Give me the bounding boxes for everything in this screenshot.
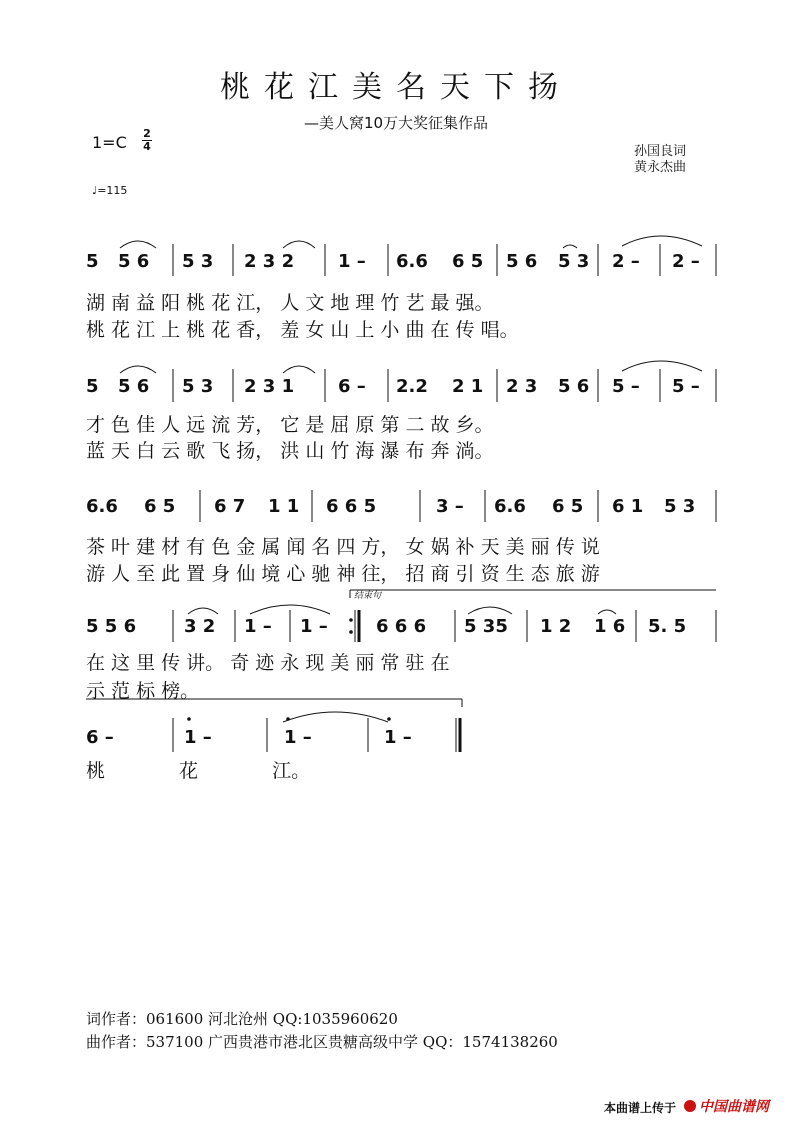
notes-s4-m5: 6 6 6 <box>376 616 427 637</box>
lyricist-contact: 词作者：061600 河北沧州 QQ:1035960620 <box>86 1010 398 1028</box>
site-name: 中国曲谱网 <box>699 1099 769 1115</box>
notes-s2-m3: 5 3 <box>182 376 214 397</box>
notes-s1-m6: 6.6 <box>396 251 428 272</box>
notes-s1-m4: 2 3 2 <box>244 251 295 272</box>
notes-s5-m1: 6 – <box>86 727 114 748</box>
notes-s4-m6: 5 35 <box>464 616 508 637</box>
notes-s3-m2: 6 5 <box>144 496 176 517</box>
composer-credit: 黄永杰曲 <box>634 160 687 175</box>
notes-s1-m9: 5 3 <box>558 251 590 272</box>
lyricist-credit: 孙国良词 <box>634 144 687 159</box>
notes-s5-m3: 1 – <box>284 727 312 748</box>
song-title: 桃花江美名天下扬 <box>220 70 572 105</box>
lyrics-s3-verse2: 游 人 至 此 置 身 仙 境 心 驰 神 往， 招 商 引 资 生 态 旅 游 <box>86 563 600 585</box>
notes-s4-m9: 5. 5 <box>648 616 687 637</box>
tempo-marking: ♩=115 <box>92 184 128 197</box>
notes-s2-m5: 6 – <box>338 376 366 397</box>
notes-s3-m8: 6 5 <box>552 496 584 517</box>
notes-s1-m2: 5 6 <box>118 251 150 272</box>
notes-s3-m3: 6 7 <box>214 496 246 517</box>
notes-s1-m5: 1 – <box>338 251 366 272</box>
notes-s2-m10: 5 – <box>612 376 640 397</box>
song-subtitle: —美人窝10万大奖征集作品 <box>303 114 489 132</box>
notes-s1-m1: 5 <box>86 251 99 272</box>
notes-s3-m6: 3 – <box>436 496 464 517</box>
lyrics-s2-verse1: 才 色 佳 人 远 流 芳， 它 是 屈 原 第 二 故 乡。 <box>86 414 494 436</box>
notes-s2-m6: 2.2 <box>396 376 428 397</box>
notes-s4-m8: 1 6 <box>594 616 626 637</box>
lyrics-s1-verse2: 桃 花 江 上 桃 花 香， 羞 女 山 上 小 曲 在 传 唱。 <box>86 319 519 341</box>
notes-s2-m1: 5 <box>86 376 99 397</box>
notes-s1-m8: 5 6 <box>506 251 538 272</box>
lyrics-s2-verse2: 蓝 天 白 云 歌 飞 扬， 洪 山 竹 海 瀑 布 奔 淌。 <box>86 440 494 462</box>
site-logo-icon <box>684 1100 696 1112</box>
notes-s2-m2: 5 6 <box>118 376 150 397</box>
notes-s5-m4: 1 – <box>384 727 412 748</box>
notes-s4-m7: 1 2 <box>540 616 572 637</box>
meter-bottom: 4 <box>143 140 151 153</box>
upload-note: 本曲谱上传于 <box>604 1101 677 1115</box>
lyrics-s4-verse1: 在 这 里 传 讲。 奇 迹 永 现 美 丽 常 驻 在 <box>86 652 450 674</box>
notes-s1-m3: 5 3 <box>182 251 214 272</box>
notes-s1-m7: 6 5 <box>452 251 484 272</box>
ending-marker: 结束句 <box>354 591 382 601</box>
notes-s3-m9: 6 1 <box>612 496 644 517</box>
lyrics-s3-verse1: 茶 叶 建 材 有 色 金 属 闻 名 四 方， 女 娲 补 天 美 丽 传 说 <box>86 536 600 558</box>
lyrics-s4-verse2: 示 范 标 榜。 <box>86 680 200 702</box>
notes-s4-m3: 1 – <box>244 616 272 637</box>
notes-s1-m10: 2 – <box>612 251 640 272</box>
notes-s2-m4: 2 3 1 <box>244 376 295 397</box>
notes-s2-m8: 2 3 <box>506 376 538 397</box>
notes-s2-m9: 5 6 <box>558 376 590 397</box>
notes-s4-m4: 1 – <box>300 616 328 637</box>
key-signature: 1=C <box>92 133 127 152</box>
notes-s4-m1: 5 5 6 <box>86 616 137 637</box>
notes-s1-m11: 2 – <box>672 251 700 272</box>
meter-top: 2 <box>143 127 151 140</box>
notes-s3-m7: 6.6 <box>494 496 526 517</box>
notes-s2-m7: 2 1 <box>452 376 484 397</box>
composer-contact: 曲作者：537100 广西贵港市港北区贵糖高级中学 QQ：1574138260 <box>86 1033 558 1051</box>
notes-s3-m10: 5 3 <box>664 496 696 517</box>
notes-s3-m5: 6 6 5 <box>326 496 377 517</box>
notes-s2-m11: 5 – <box>672 376 700 397</box>
lyrics-s1-verse1: 湖 南 益 阳 桃 花 江， 人 文 地 理 竹 艺 最 强。 <box>86 292 494 314</box>
lyrics-s5-verse1: 桃 花 江。 <box>86 760 311 782</box>
notes-s3-m4: 1 1 <box>268 496 300 517</box>
notes-s4-m2: 3 2 <box>184 616 216 637</box>
notes-s3-m1: 6.6 <box>86 496 118 517</box>
site-logo[interactable] <box>684 1096 769 1116</box>
notes-s5-m2: 1 – <box>184 727 212 748</box>
